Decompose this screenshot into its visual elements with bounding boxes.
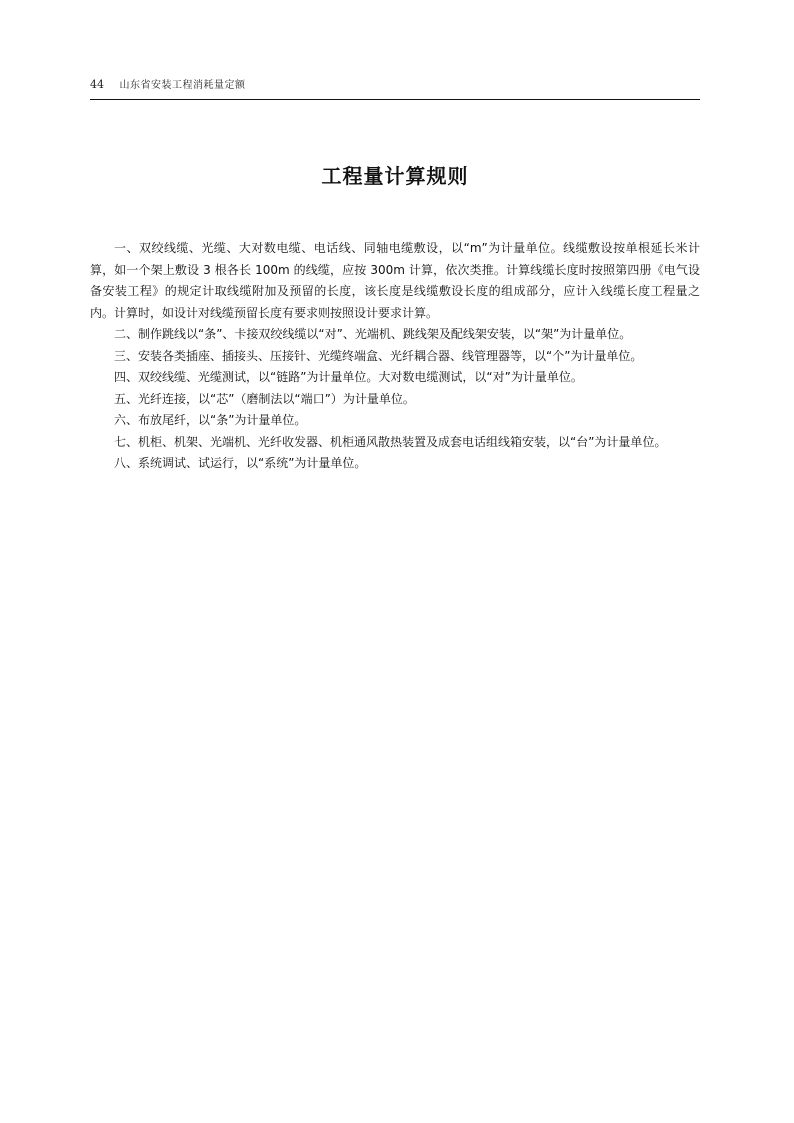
- header-rule: [90, 99, 700, 100]
- section-title: 工程量计算规则: [321, 164, 469, 188]
- paragraph-8: 八、系统调试、试运行，以“系统”为计量单位。: [114, 456, 367, 470]
- paragraph-6: 六、布放尾纤，以“条”为计量单位。: [114, 413, 307, 427]
- paragraph-5: 五、光纤连接，以“芯”（磨制法以“端口”）为计量单位。: [114, 391, 415, 406]
- paragraph-7: 七、机柜、机架、光端机、光纤收发器、机柜通风散热装置及成套电话组线箱安装，以“台”为计量单位。: [114, 434, 667, 449]
- paragraph-1: 一、双绞线缆、光缆、大对数电缆、电话线、同轴电缆敷设，以“m”为计量单位。线缆敷设按单根延长米计算，如一个架上敷设 3 根各长 100m 的线缆，应按 300m 计算，依次类推。计算线缆长度时按照第四册《电气设备安装工程》的规定计取线缆附加及预留的长度，该长度是线缆敷设长度的组成部分，应计入线缆长度工程量之内。计算时，如设计对线缆预留长度有要求则按照设计要求计算。: [90, 241, 700, 320]
- running-header: [90, 76, 700, 98]
- paragraph-3: 三、安装各类插座、插接头、压接针、光缆终端盒、光纤耦合器、线管理器等，以“个”为计量单位。: [114, 348, 643, 363]
- paragraph-4: 四、双绞线缆、光缆测试，以“链路”为计量单位。大对数电缆测试，以“对”为计量单位。: [114, 370, 583, 384]
- paragraph-2: 二、制作跳线以“条”、卡接双绞线缆以“对”、光端机、跳线架及配线架安装，以“架”为计量单位。: [114, 327, 632, 341]
- section-body: [90, 238, 700, 475]
- book-title: 山东省安装工程消耗量定额: [119, 80, 246, 91]
- page-number: 44: [90, 78, 104, 91]
